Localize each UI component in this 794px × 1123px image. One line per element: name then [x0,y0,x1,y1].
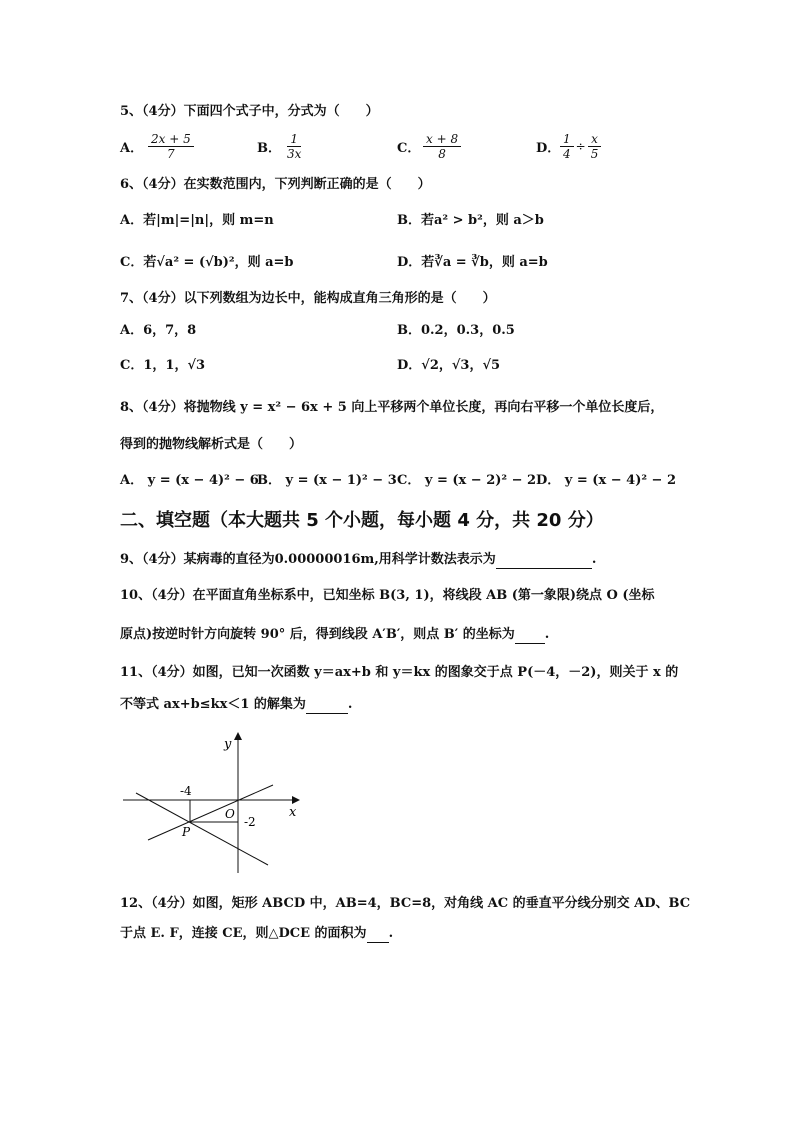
line-ax-plus-b [136,793,268,865]
q9-text [120,551,596,569]
q8-option-a: A． y = (x − 4)² − 6 [120,473,259,488]
q5-c-fraction [423,132,461,161]
q5-d-den2: 5 [590,147,599,161]
q5-stem: 5、（4分）下面四个式子中，分式为（ ） [120,104,379,119]
q5-option-b [257,140,281,158]
q5-a-label: A． [120,141,144,156]
q6-stem: 6、（4分）在实数范围内，下列判断正确的是（ ） [120,177,431,192]
y-axis-label: y [224,737,232,752]
neg2-label: -2 [244,815,256,829]
q8-stem-line1: 8、（4分）将抛物线 y = x² − 6x + 5 向上平移两个单位长度，再向右平移一个单位长度后， [120,400,664,415]
q9-answer-blank[interactable] [496,568,592,569]
q11-period: . [347,697,353,712]
q5-b-label: B． [257,141,281,156]
q7-stem: 7、（4分）以下列数组为边长中，能构成直角三角形的是（ ） [120,291,496,306]
q5-option-d [536,140,560,158]
q11-line1: 11、（4分）如图，已知一次函数 y＝ax+b 和 y＝kx 的图象交于点 P(－4，－2)，则关于 x 的 [120,665,679,680]
x-axis-label: x [289,805,297,820]
line-kx [148,785,273,840]
y-axis-arrow-icon [234,732,242,740]
q6-option-c: C．若√a² = (√b)²，则 a=b [120,255,294,270]
origin-label: O [225,807,235,821]
q5-c-label: C． [397,141,421,156]
q5-a-num: 2x + 5 [148,132,194,147]
q6-option-a: A．若|m|=|n|，则 m=n [120,213,274,228]
q11-line2 [120,696,352,714]
q5-d-den1: 4 [563,147,571,161]
point-p-label: P [182,825,191,839]
q6-option-b: B．若a² > b²，则 a＞b [397,213,544,228]
q12-period: . [388,926,394,941]
q5-option-c [397,140,420,158]
q5-b-fraction [284,132,304,161]
q8-option-d: D． y = (x − 4)² − 2 [536,473,677,488]
q10-line1: 10、（4分）在平面直角坐标系中，已知坐标 B(3, 1)，将线段 AB (第一象限)绕点 O (坐标 [120,588,655,603]
q6-option-d: D．若∛a = ∛b，则 a=b [397,255,548,270]
q5-c-num: x + 8 [423,132,461,147]
q5-d-operator: ÷ [575,139,586,154]
q5-d-frac1 [560,132,574,161]
q5-b-num: 1 [287,132,301,147]
x-axis-arrow-icon [292,796,300,804]
q5-d-num2: x [588,132,601,147]
q7-option-a: A．6，7，8 [120,323,197,338]
q5-d-num1: 1 [560,132,574,147]
q5-a-fraction [148,132,194,161]
q5-option-a [120,140,143,158]
q12-line2 [120,925,393,943]
q10-line2 [120,626,549,644]
neg4-label: -4 [180,784,192,798]
q5-b-den: 3x [287,147,302,161]
q5-d-expression [558,132,603,161]
q8-option-b: B． y = (x − 1)² − 3 [257,473,397,488]
q5-d-frac2 [588,132,602,161]
q12-stem-line2: 于点 E. F，连接 CE，则△DCE 的面积为 [120,926,367,941]
q7-option-d: D．√2，√3，√5 [397,358,501,373]
q12-line1: 12、（4分）如图，矩形 ABCD 中，AB=4，BC=8，对角线 AC 的垂直平分线分别交 AD、BC [120,896,691,911]
q11-answer-blank[interactable] [306,713,348,714]
q5-c-den: 8 [438,147,446,161]
q9-stem: 9、（4分）某病毒的直径为0.00000016m,用科学计数法表示为 [120,552,496,567]
q12-answer-blank[interactable] [367,942,389,943]
q11-stem-line2: 不等式 ax+b≤kx＜1 的解集为 [120,697,306,712]
section-2-title: 二、填空题（本大题共 5 个小题，每小题 4 分，共 20 分） [120,510,604,531]
q10-stem-line2: 原点)按逆时针方向旋转 90° 后，得到线段 A′B′，则点 B′ 的坐标为 [120,627,515,642]
q11-figure [118,728,308,878]
q10-answer-blank[interactable] [515,643,545,644]
q8-stem-line2: 得到的抛物线解析式是（ ） [120,437,303,452]
q10-period: . [544,627,550,642]
q8-option-c: C． y = (x − 2)² − 2 [397,473,537,488]
q7-option-c: C．1，1，√3 [120,358,206,373]
q7-option-b: B．0.2，0.3，0.5 [397,323,515,338]
q5-d-label: D． [536,141,561,156]
q5-a-den: 7 [167,147,175,161]
q9-period: . [591,552,597,567]
